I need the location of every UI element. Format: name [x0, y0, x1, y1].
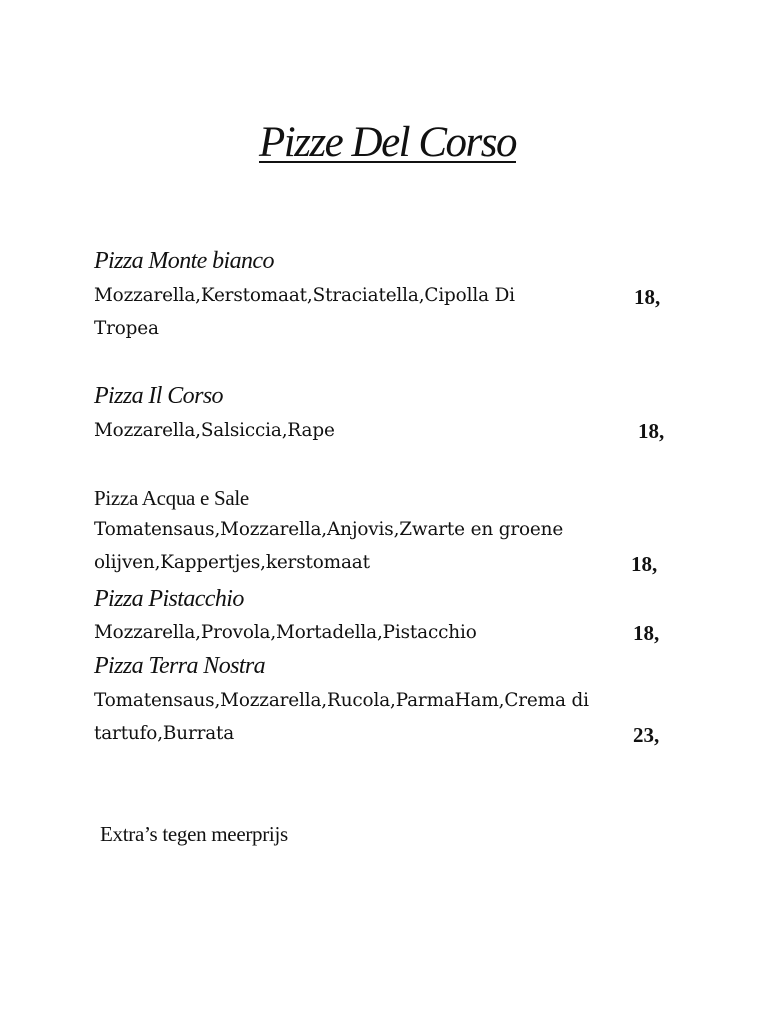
item-description-line: Tomatensaus,Mozzarella,Rucola,ParmaHam,Crema di	[94, 690, 589, 711]
item-name-monte-bianco: Pizza Monte bianco	[94, 248, 274, 274]
item-description-line: Tropea	[94, 318, 159, 339]
item-description-line: Mozzarella,Kerstomaat,Straciatella,Cipolla Di	[94, 285, 515, 306]
item-description-line: tartufo,Burrata	[94, 723, 235, 744]
item-name-terra-nostra: Pizza Terra Nostra	[94, 653, 266, 679]
item-name-il-corso: Pizza Il Corso	[94, 383, 223, 409]
item-price-acqua-e-sale: 18,	[631, 552, 658, 576]
item-description-line: olijven,Kappertjes,kerstomaat	[94, 552, 370, 573]
extras-note: Extra’s tegen meerprijs	[100, 822, 288, 846]
item-price-terra-nostra: 23,	[633, 723, 660, 747]
item-price-pistacchio: 18,	[633, 621, 660, 645]
item-price-il-corso: 18,	[638, 419, 665, 443]
item-description-line: Mozzarella,Provola,Mortadella,Pistacchio	[94, 622, 477, 643]
item-description-line: Tomatensaus,Mozzarella,Anjovis,Zwarte en groene	[94, 519, 564, 540]
item-description-line: Mozzarella,Salsiccia,Rape	[94, 420, 335, 441]
item-name-acqua-e-sale: Pizza Acqua e Sale	[94, 486, 249, 510]
item-name-pistacchio: Pizza Pistacchio	[94, 586, 244, 612]
item-price-monte-bianco: 18,	[634, 285, 661, 309]
menu-title: Pizze Del Corso	[259, 119, 516, 166]
